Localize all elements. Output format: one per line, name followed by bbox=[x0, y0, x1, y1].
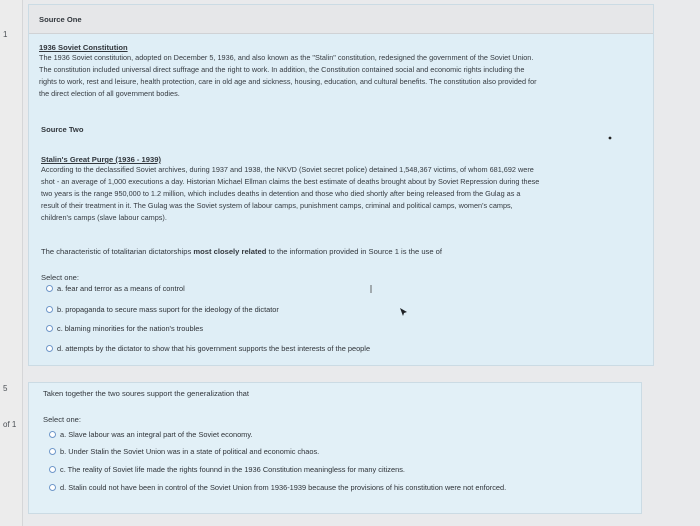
source-two-line: two years is the range 950,000 to 1.2 million, which includes deaths in detention and those who died shortly after being released from the Gulag as a bbox=[41, 189, 521, 198]
q2-option-c-label[interactable]: c. The reality of Soviet life made the rights founnd in the 1936 Constitution meaningless for many citizens. bbox=[60, 465, 405, 474]
question-header-strip bbox=[29, 5, 653, 34]
prompt-text: to the information provided in Source 1 is the use of bbox=[266, 247, 443, 256]
q2-option-b-label[interactable]: b. Under Stalin the Soviet Union was in a state of political and economic chaos. bbox=[60, 447, 320, 456]
gutter-question-marker[interactable]: of 1 bbox=[3, 420, 17, 429]
source-two-heading: Source Two bbox=[41, 125, 84, 134]
left-navigation-gutter bbox=[0, 0, 23, 526]
option-d-label[interactable]: d. attempts by the dictator to show that his government supports the best interests of the people bbox=[57, 344, 371, 353]
source-one-line: The 1936 Soviet constitution, adopted on December 5, 1936, and also known as the "Stalin" constitution, redesigned the government of the Soviet Union. bbox=[39, 53, 534, 62]
option-d-radio[interactable] bbox=[46, 345, 53, 352]
q2-option-a-radio[interactable] bbox=[49, 431, 56, 438]
dot-marker-icon bbox=[607, 135, 613, 141]
source-two-line: result of their treatment in it. The Gulag was the Soviet system of labour camps, punishment camps, criminal and political camps, women's camps, bbox=[41, 201, 513, 210]
source-two-title: Stalin's Great Purge (1936 - 1939) bbox=[41, 155, 161, 164]
source-one-line: the direct election of all government bodies. bbox=[39, 89, 180, 98]
prompt-emphasis: most closely related bbox=[193, 247, 267, 256]
mouse-pointer-icon bbox=[399, 307, 409, 317]
gutter-question-marker[interactable]: 1 bbox=[3, 30, 8, 39]
question-panel-1 bbox=[28, 4, 654, 366]
text-cursor-icon bbox=[369, 285, 373, 295]
question-1-prompt bbox=[41, 247, 442, 257]
select-one-label: Select one: bbox=[43, 415, 81, 424]
select-one-label: Select one: bbox=[41, 273, 79, 282]
q2-option-d-label[interactable]: d. Stalin could not have been in control of the Soviet Union from 1936-1939 because the provisions of his constitution were not enforced. bbox=[60, 483, 507, 492]
option-a-label[interactable]: a. fear and terror as a means of control bbox=[57, 284, 185, 293]
q2-option-b-radio[interactable] bbox=[49, 448, 56, 455]
q2-option-d-radio[interactable] bbox=[49, 484, 56, 491]
source-one-heading: Source One bbox=[39, 15, 82, 24]
option-a-radio[interactable] bbox=[46, 285, 53, 292]
source-two-line: children's camps (slave labour camps). bbox=[41, 213, 167, 222]
option-b-radio[interactable] bbox=[46, 306, 53, 313]
q2-option-c-radio[interactable] bbox=[49, 466, 56, 473]
option-b-label[interactable]: b. propaganda to secure mass suport for the ideology of the dictator bbox=[57, 305, 279, 314]
prompt-text: The characteristic of totalitarian dictatorships bbox=[41, 247, 194, 256]
question-2-prompt: Taken together the two soures support the generalization that bbox=[43, 389, 250, 398]
option-c-radio[interactable] bbox=[46, 325, 53, 332]
q2-option-a-label[interactable]: a. Slave labour was an integral part of the Soviet economy. bbox=[60, 430, 253, 439]
source-one-title: 1936 Soviet Constitution bbox=[39, 43, 128, 52]
source-one-line: The constitution included universal direct suffrage and the right to work. In addition, the Constitution contained social and economic rights including the bbox=[39, 65, 525, 74]
source-one-line: rights to work, rest and leisure, health protection, care in old age and sickness, housing, education, and cultural benefits. The constitution also provided for bbox=[39, 77, 537, 86]
question-panel-2 bbox=[28, 382, 642, 514]
source-two-line: According to the declassified Soviet archives, during 1937 and 1938, the NKVD (Soviet secret police) detained 1,548,367 victims, of whom 681,692 were bbox=[41, 165, 534, 174]
option-c-label[interactable]: c. blaming minorities for the nation's troubles bbox=[57, 324, 204, 333]
gutter-question-marker[interactable]: 5 bbox=[3, 384, 8, 393]
source-two-line: shot - an average of 1,000 executions a day. Historian Michael Ellman claims the best estimate of deaths brought about by Soviet Repression during these bbox=[41, 177, 540, 186]
